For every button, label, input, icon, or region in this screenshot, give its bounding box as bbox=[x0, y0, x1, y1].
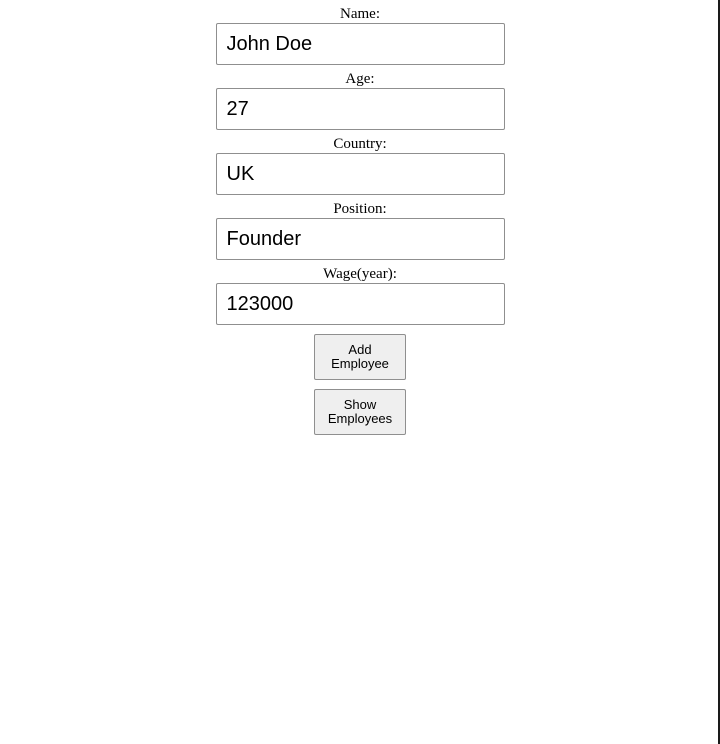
position-input[interactable] bbox=[216, 218, 505, 260]
age-input[interactable] bbox=[216, 88, 505, 130]
wage-label: Wage(year): bbox=[323, 266, 397, 282]
position-label: Position: bbox=[333, 201, 387, 217]
add-employee-button[interactable]: Add Employee bbox=[314, 334, 406, 380]
name-input[interactable] bbox=[216, 23, 505, 65]
name-label: Name: bbox=[340, 6, 380, 22]
wage-input[interactable] bbox=[216, 283, 505, 325]
country-label: Country: bbox=[333, 136, 387, 152]
show-employees-button[interactable]: Show Employees bbox=[314, 389, 406, 435]
country-input[interactable] bbox=[216, 153, 505, 195]
age-label: Age: bbox=[345, 71, 375, 87]
